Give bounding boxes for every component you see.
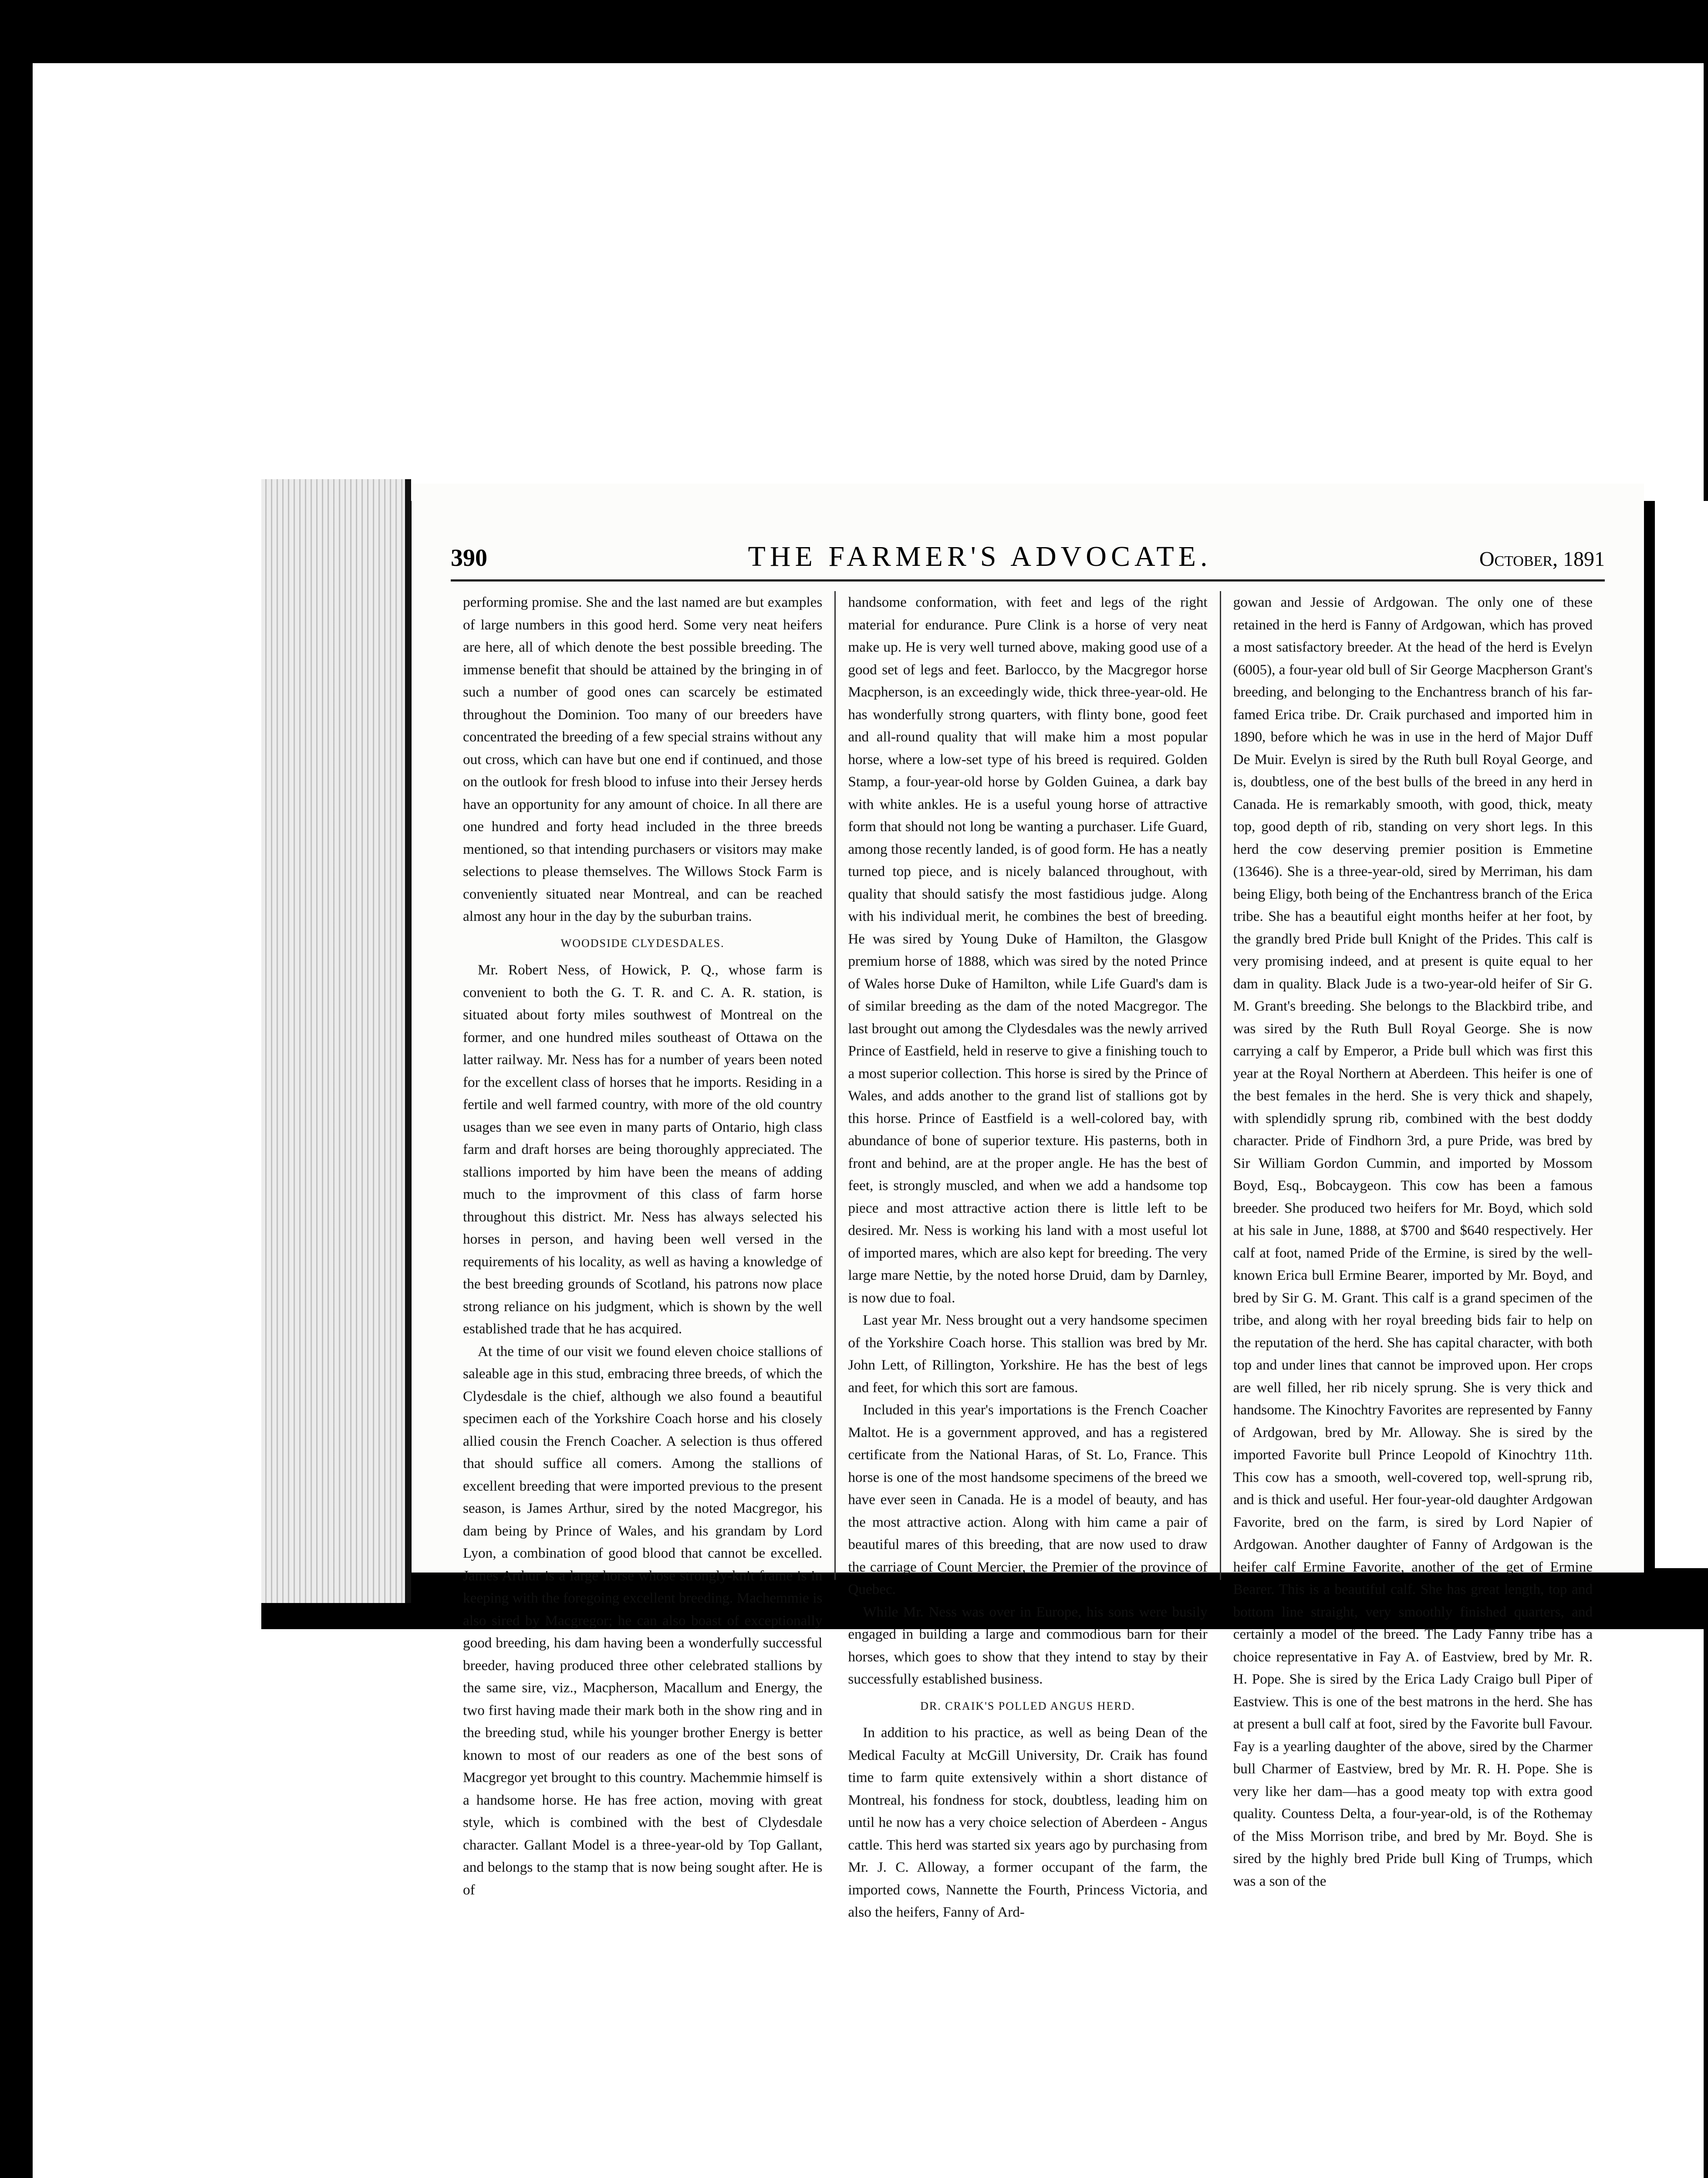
paragraph: Mr. Robert Ness, of Howick, P. Q., whose farm is convenient to both the G. T. R. and C. A. R. station, is situated about forty miles southwest of Montreal on the former, and one hundred miles southeast of Ottawa on the latter railway. Mr. Ness has for a number of years been noted for the excellent class of horses that he imports. Residing in a fertile and well farmed country, with more of the old country usages than we see even in many parts of Ontario, high class farm and draft horses are being thoroughly appreciated. The stallions imported by him have been the means of adding much to the improvment of this class of farm horse throughout this district. Mr. Ness has always selected his horses in person, and having been well versed in the requirements of his locality, as well as having a knowledge of the best breeding grounds of Scotland, his patrons now place strong reliance on his judgment, which is shown by the well established trade that he has acquired. [463, 962, 823, 1337]
page-number: 390 [451, 544, 487, 572]
book-page-edges [261, 479, 411, 1603]
page-header [451, 540, 1605, 582]
column-2 [836, 591, 1221, 1920]
paragraph: gowan and Jessie of Ardgowan. The only one of these retained in the herd is Fanny of Ardgowan, which has proved a most satisfactory breeder. At the head of the herd is Evelyn (6005), a four-year old bull of Sir George Macpherson Grant's breeding, and belonging to the Enchantress branch of his far-famed Erica tribe. Dr. Craik purchased and imported him in 1890, before which he was in use in the herd of Major Duff De Muir. Evelyn is sired by the Ruth bull Royal George, and is, doubtless, one of the best bulls of the breed in any herd in Canada. He is remarkably smooth, with good, thick, meaty top, good depth of rib, standing on very short legs. In this herd the cow deserving premier position is Emmetine (13646). She is a three-year-old, sired by Merriman, his dam being Eligy, both being of the Enchantress branch of the Erica tribe. She has a beautiful eight months heifer at her foot, by the grandly bred Pride bull Knight of the Prides. This calf is very promising indeed, and at present is quite equal to her dam in quality. Black Jude is a two-year-old heifer of Sir G. M. Grant's breeding. She belongs to the Blackbird tribe, and was sired by the Ruth Bull Royal George. She is now carrying a calf by Emperor, a Pride bull which was first this year at the Royal Northern at Aberdeen. This heifer is one of the best females in the herd. She is very thick and shapely, with splendidly sprung rib, combined with the best doddy character. Pride of Findhorn 3rd, a pure Pride, was bred by Sir William Gordon Cummin, and imported by Mossom Boyd, Esq., Bobcaygeon. This cow has been a famous breeder. She produced two heifers for Mr. Boyd, which sold at his sale in June, 1888, at $700 and $640 respectively. Her calf at foot, named Pride of the Ermine, is sired by the well-known Erica bull Ermine Bearer, imported by Mr. Boyd, and bred by Sir G. M. Grant. This calf is a grand specimen of the tribe, and along with her royal breeding bids fair to help on the reputation of the herd. She has capital character, with both top and under lines that cannot be improved upon. Her crops are well filled, her rib nicely sprung. She is very thick and handsome. The Kinochtry Favorites are represented by Fanny of Ardgowan, bred by Mr. Alloway. She is sired by the imported Favorite bull Prince Leopold of Kinochtry 11th. This cow has a smooth, well-covered top, well-sprung rib, and is thick and useful. Her four-year-old daughter Ardgowan Favorite, bred on the farm, is sired by Lord Napier of Ardgowan. Another daughter of Fanny of Ardgowan is the heifer calf Ermine Favorite, another of the get of Ermine Bearer. This is a beautiful calf. She has great length, top and bottom line straight, very smoothly finished quarters, and certainly a model of the breed. The Lady Fanny tribe has a choice representative in Fay A. of Eastview, bred by Mr. R. H. Pope. She is sired by the Erica Lady Craigo bull Piper of Eastview. This is one of the best matrons in the herd. She has at present a bull calf at foot, sired by the Favorite bull Favour. Fay is a yearling daughter of the above, sired by the Charmer bull Charmer of Eastview, bred by Mr. R. H. Pope. She is very like her dam—has a good meaty top with extra good quality. Countess Delta, a four-year-old, is of the Rothemay of the Miss Morrison tribe, and bred by Mr. Boyd. She is sired by the highly bred Pride bull King of Trumps, which was a son of the [1233, 594, 1593, 1889]
column-1 [451, 591, 836, 1898]
issue-date: October, 1891 [1479, 548, 1605, 571]
paragraph: Last year Mr. Ness brought out a very handsome specimen of the Yorkshire Coach horse. This stallion was bred by Mr. John Lett, of Rillington, Yorkshire. He has the best of legs and feet, for which this sort are famous. [848, 1312, 1208, 1396]
paragraph: At the time of our visit we found eleven choice stallions of saleable age in this stud, embracing three breeds, of which the Clydesdale is the chief, although we also found a beautiful specimen each of the Yorkshire Coach horse and his closely allied cousin the French Coacher. A selection is thus offered that should suffice all comers. Among the stallions of excellent breeding that were imported previous to the present season, is James Arthur, sired by the noted Macgregor, his dam being by Prince of Wales, and his grandam by Lord Lyon, a combination of good blood that cannot be excelled. James Arthur is a large horse whose strongly-knit frame is in keeping with the foregoing excellent breeding. Machemmie is also sired by Macgregor; he can also boast of exceptionally good breeding, his dam having been a wonderfully successful breeder, having produced three other celebrated stallions by the same sire, viz., Macpherson, Macallum and Energy, the two first having made their mark both in the show ring and in the breeding stud, while his younger brother Energy is better known to most of our readers as one of the best sons of Macgregor yet brought to this country. Machemmie himself is a handsome horse. He has free action, moving with great style, which is combined with the best of Clydesdale character. Gallant Model is a three-year-old by Top Gallant, and belongs to the stamp that is now being sought after. He is of [463, 1343, 823, 1898]
paragraph: While Mr. Ness was over in Europe, his sons were busily engaged in building a large and commodious barn for their horses, which goes to show that they intend to stay by their successfully established business. [848, 1603, 1208, 1687]
paragraph: In addition to his practice, as well as being Dean of the Medical Faculty at McGill University, Dr. Craik has found time to farm quite extensively within a short distance of Montreal, his fondness for stock, doubtless, leading him on until he now has a very choice selection of Aberdeen - Angus cattle. This herd was started six years ago by purchasing from Mr. J. C. Alloway, a former occupant of the farm, the imported cows, Nannette the Fourth, Princess Victoria, and also the heifers, Fanny of Ard- [848, 1725, 1208, 1920]
scan-background [33, 63, 1704, 501]
article-columns [451, 591, 1605, 1920]
section-heading: DR. CRAIK'S POLLED ANGUS HERD. [920, 1699, 1135, 1712]
scan-background-left [33, 63, 261, 2178]
facing-page-edge [1651, 501, 1708, 1568]
newspaper-page [412, 484, 1644, 1920]
paragraph: handsome conformation, with feet and legs of the right material for endurance. Pure Clink is a horse of very neat make up. He is very well turned above, making good use of a good set of legs and feet. Barlocco, by the Macgregor horse Macpherson, is an exceedingly wide, thick three-year-old. He has wonderfully strong quarters, with flinty bone, good feet and all-round quality that will make him a most popular horse, where a low-set type of his breed is required. Golden Stamp, a four-year-old horse by Golden Guinea, a dark bay with white ankles. He is a useful young horse of attractive form that should not long be wanting a purchaser. Life Guard, among those recently landed, is of good form. He has a neatly turned top piece, and is nicely balanced throughout, with quality that should satisfy the most fastidious judge. Along with his individual merit, he combines the best of breeding. He was sired by Young Duke of Hamilton, the Glasgow premium horse of 1888, which was sired by the noted Prince of Wales horse Duke of Hamilton, while Life Guard's dam is of similar breeding as the dam of the noted Macgregor. The last brought out among the Clydesdales was the newly arrived Prince of Eastfield, held in reserve to give a finishing touch to a most superior collection. This horse is sired by the Prince of Wales, and adds another to the grand list of stallions got by this horse. Prince of Eastfield is a well-colored bay, with abundance of bone of superior texture. His pasterns, both in front and behind, are at the proper angle. He has the best of feet, is strongly muscled, and when we add a handsome top piece and most attractive action there is little left to be desired. Mr. Ness is working his land with a most useful lot of imported mares, which are also kept for breeding. The very large mare Nettie, by the noted horse Druid, dam by Darnley, is now due to foal. [848, 594, 1208, 1306]
paragraph: Included in this year's importations is the French Coacher Maltot. He is a government approved, and has a registered certificate from the National Haras, of St. Lo, France. This horse is one of the most handsome specimens of the breed we have ever seen in Canada. He is a model of beauty, and has the most attractive action. Along with him came a pair of beautiful mares of this breeding, that are now used to draw the carriage of Count Mercier, the Premier of the province of Quebec. [848, 1402, 1208, 1597]
paragraph: performing promise. She and the last named are but examples of large numbers in this good herd. Some very neat heifers are here, all of which denote the best possible breeding. The immense benefit that should be attained by the bringing in of such a number of good ones can scarcely be estimated throughout the Dominion. Too many of our breeders have concentrated the breeding of a few special strains without any out cross, which can have but one end if continued, and those on the outlook for fresh blood to infuse into their Jersey herds have an opportunity for any amount of choice. In all there are one hundred and forty head included in the three breeds mentioned, so that intending purchasers or visitors may make selections to please themselves. The Willows Stock Farm is conveniently situated near Montreal, and can be reached almost any hour in the day by the suburban trains. [463, 594, 823, 924]
column-3 [1221, 591, 1605, 1889]
section-heading: WOODSIDE CLYDESDALES. [560, 937, 725, 950]
journal-title: THE FARMER'S ADVOCATE. [748, 541, 1212, 572]
